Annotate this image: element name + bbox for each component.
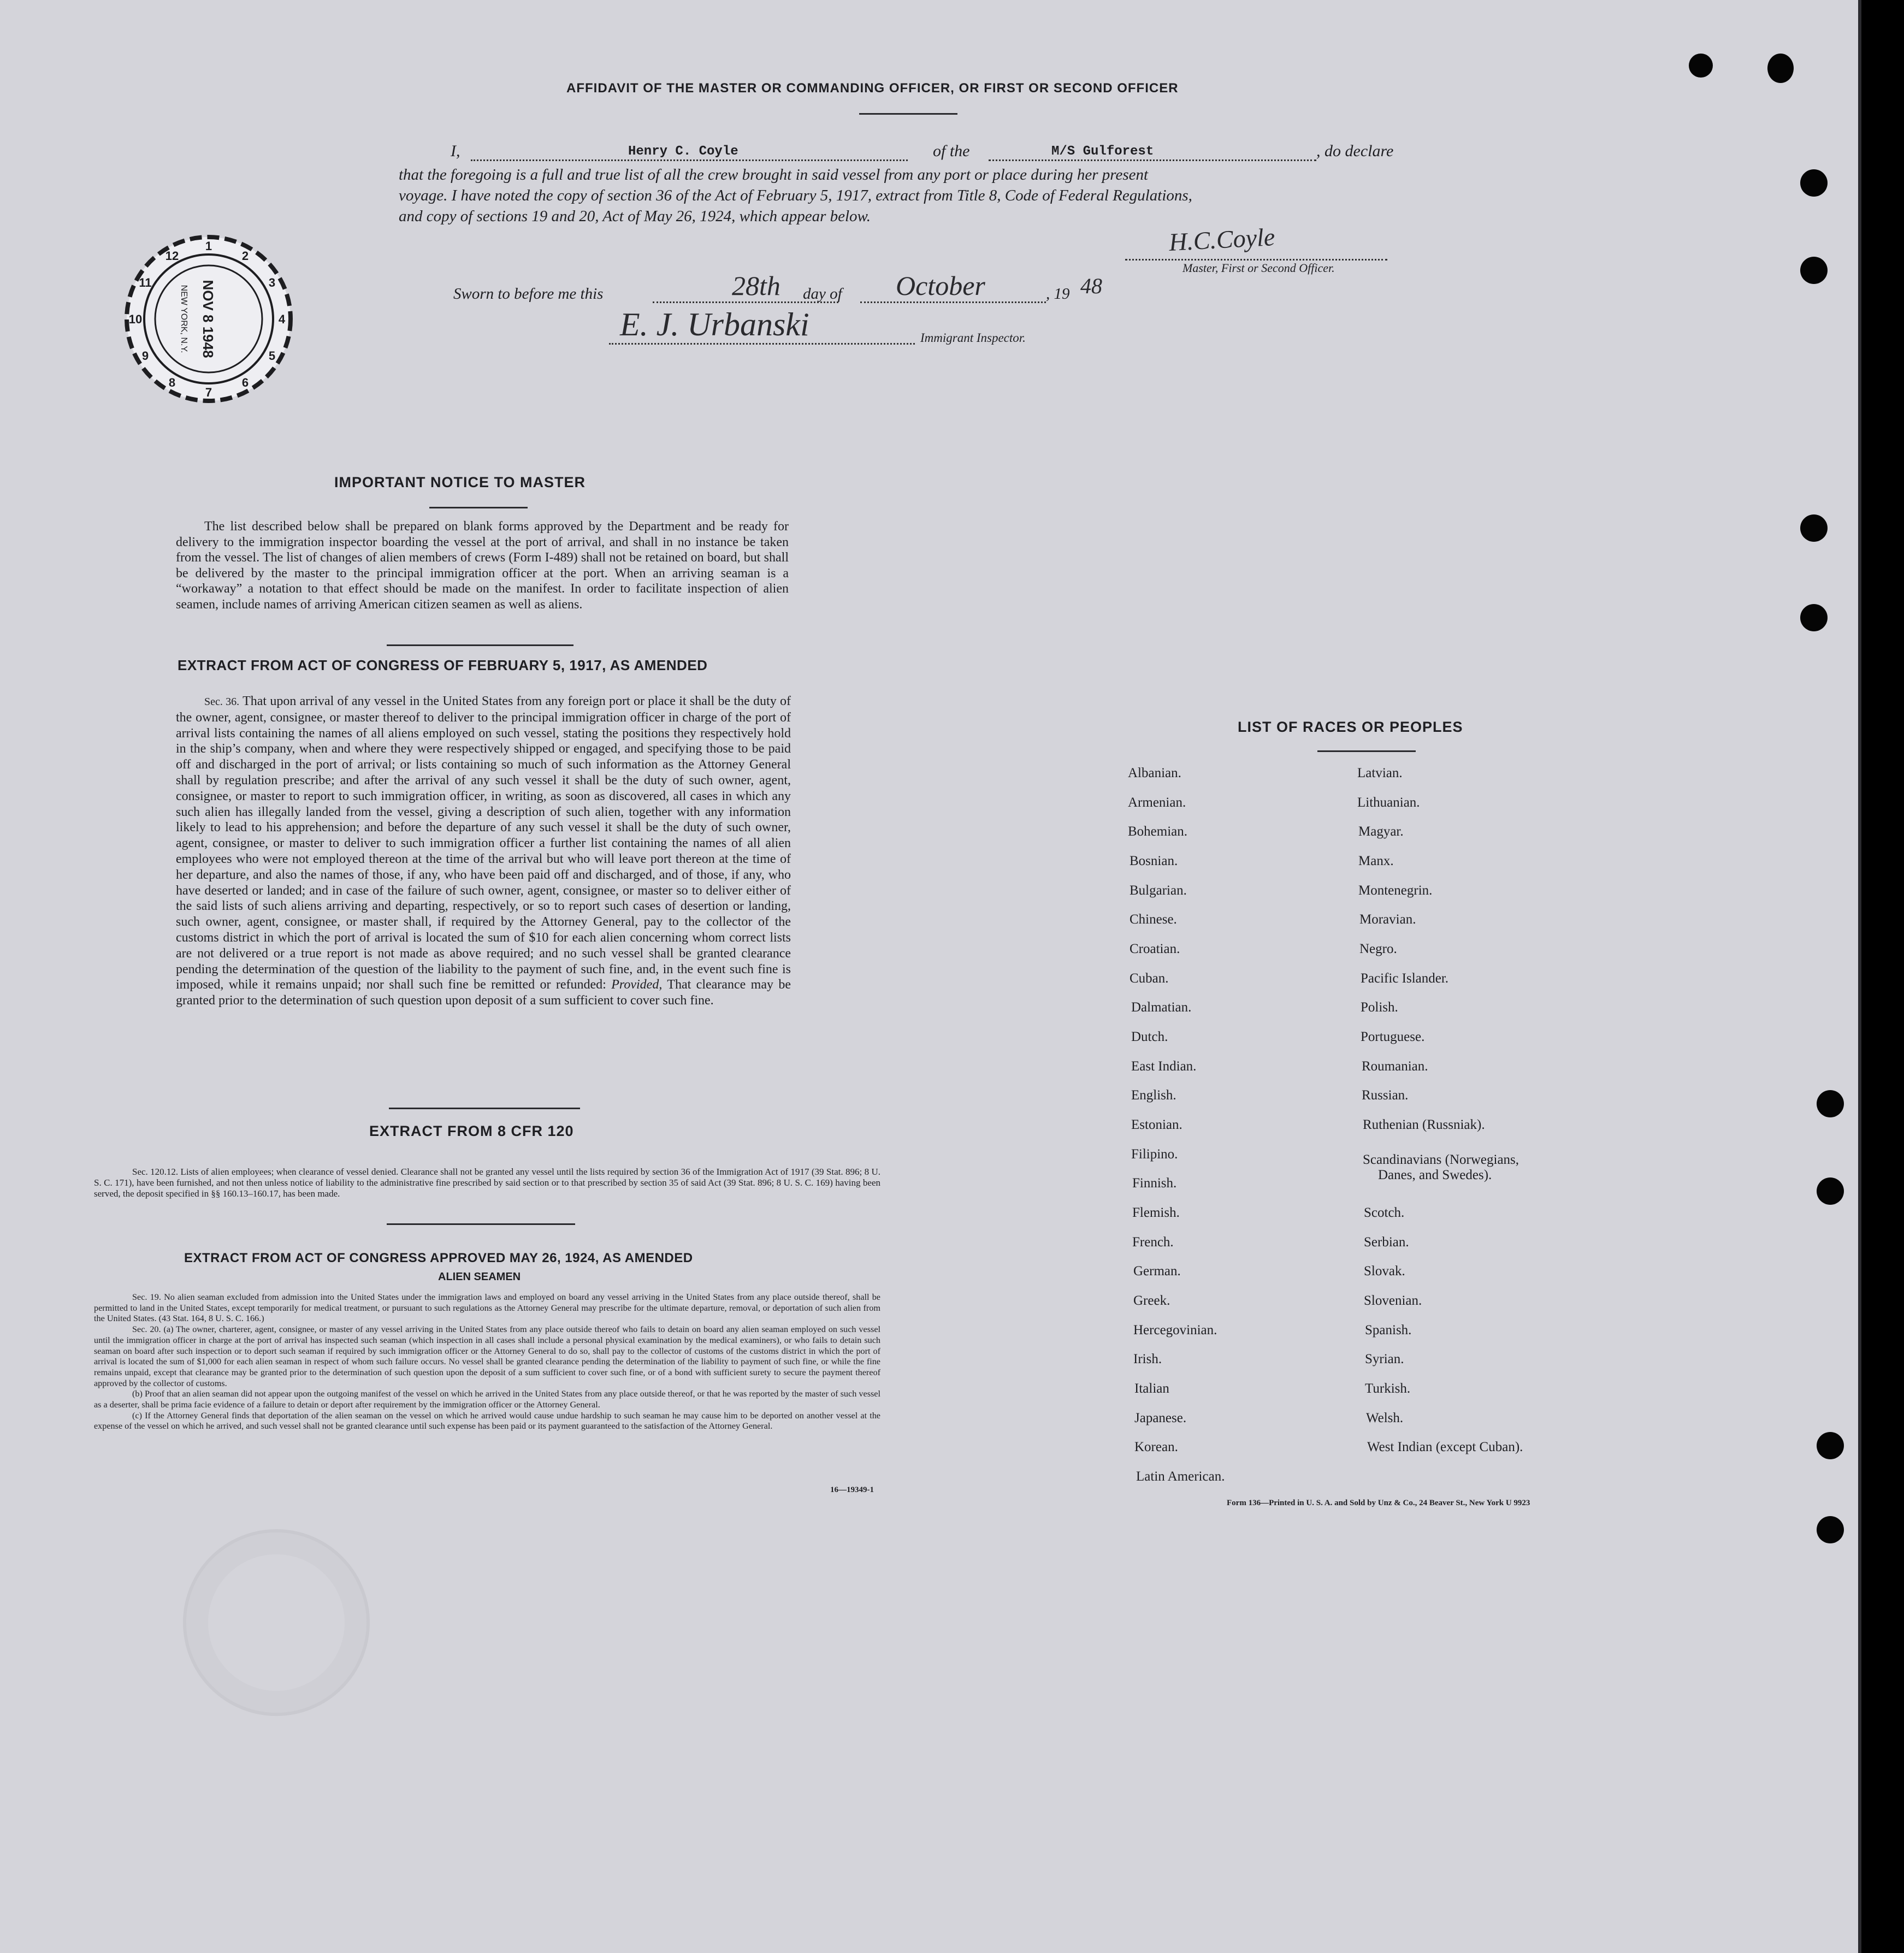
affidavit-body-line-2: voyage. I have noted the copy of section 36 of the Act of February 5, 1917, extract from Title 8, Code of Federal Regulations, — [399, 187, 1192, 204]
inspector-line — [609, 342, 915, 345]
stamp-digit: 8 — [168, 376, 176, 389]
title-rule — [859, 113, 957, 115]
sworn-day: 28th — [732, 270, 780, 301]
race-item: Montenegrin. — [1358, 883, 1433, 898]
race-item: Scotch. — [1364, 1205, 1405, 1220]
race-item: Spanish. — [1365, 1323, 1412, 1337]
extract-1924-title: EXTRACT FROM ACT OF CONGRESS APPROVED MAY 26, 1924, AS AMENDED — [184, 1251, 693, 1265]
extract-1917-body — [176, 694, 791, 1009]
race-item: Slovak. — [1364, 1264, 1405, 1279]
inspector-caption: Immigrant Inspector. — [920, 331, 1026, 345]
sec-36-proviso: That clearance may be granted prior to the determination of such question upon deposit of a sum sufficient to cover such fine. — [176, 978, 791, 1008]
sec-20c-text: (c) If the Attorney General finds that deportation of the alien seaman on the vessel on which he arrived would cause undue hardship to such seaman he may cause him to be deported on another vessel at the expense of the vessel on which he arrived, and such vessel shall not be granted clearance until such expense has been paid or its payment guaranteed to the satisfaction of the Attorney General. — [94, 1410, 880, 1431]
race-item: Syrian. — [1365, 1352, 1404, 1366]
punch-hole — [1800, 604, 1828, 631]
punch-hole — [1817, 1432, 1844, 1459]
form-printer-line: Form 136—Printed in U. S. A. and Sold by Unz & Co., 24 Beaver St., New York U 9923 — [1227, 1499, 1530, 1507]
punch-hole — [1817, 1090, 1844, 1117]
stamp-date: NOV 8 1948 — [200, 280, 216, 358]
sworn-label: Sworn to before me this — [453, 285, 604, 303]
day-of-label: day of — [803, 285, 842, 303]
sec-19-text: Sec. 19. No alien seaman excluded from admission into the United States under the immigration laws and employed on board any vessel arriving in the United States from any place outside thereof, shall be permitted to land in the United States, except temporarily for medical treatment, or pursuant to such regulations as the Attorney General may prescribe for the ultimate departure, removal, or deportation of such alien from the United States. (43 Stat. 164, 8 U. S. C. 166.) — [94, 1292, 880, 1324]
race-item: Albanian. — [1128, 766, 1181, 780]
race-item: Italian — [1134, 1381, 1169, 1396]
race-item: Japanese. — [1134, 1411, 1187, 1425]
race-item: Estonian. — [1131, 1117, 1182, 1132]
race-item: Croatian. — [1130, 942, 1180, 956]
race-item: Ruthenian (Russniak). — [1363, 1117, 1485, 1132]
affidavit-body-line-1: that the foregoing is a full and true list of all the crew brought in said vessel from any port or place during her present — [399, 166, 1149, 184]
of-the-label: of the — [933, 142, 970, 160]
stamp-digit: 10 — [128, 312, 143, 326]
embossed-seal — [183, 1529, 370, 1716]
cfr-title: EXTRACT FROM 8 CFR 120 — [369, 1123, 574, 1139]
punch-hole — [1800, 257, 1828, 284]
notice-rule — [429, 507, 528, 508]
stamp-digit: 6 — [241, 376, 249, 389]
race-item: Irish. — [1133, 1352, 1162, 1366]
affidavit-title: AFFIDAVIT OF THE MASTER OR COMMANDING OFFICER, OR FIRST OR SECOND OFFICER — [566, 81, 1179, 96]
stamp-city: NEW YORK, N.Y. — [179, 285, 188, 353]
officer-caption: Master, First or Second Officer. — [1182, 261, 1335, 275]
form-code: 16—19349-1 — [830, 1486, 874, 1494]
race-item: Lithuanian. — [1357, 795, 1420, 810]
race-item: Slovenian. — [1364, 1293, 1422, 1308]
race-item: Korean. — [1134, 1440, 1178, 1454]
alien-seamen-subtitle: ALIEN SEAMEN — [438, 1271, 521, 1283]
vessel-name: M/S Gulforest — [1051, 144, 1154, 159]
race-item: Cuban. — [1130, 971, 1169, 986]
race-item: Dutch. — [1131, 1029, 1168, 1044]
race-item: Polish. — [1361, 1000, 1398, 1015]
race-item: Latin American. — [1136, 1469, 1225, 1484]
race-item: Pacific Islander. — [1361, 971, 1449, 986]
races-title: LIST OF RACES OR PEOPLES — [1238, 719, 1463, 735]
race-item: Filipino. — [1131, 1147, 1178, 1162]
race-item: Bohemian. — [1128, 824, 1188, 839]
punch-hole — [1800, 514, 1828, 542]
race-item: Greek. — [1133, 1293, 1170, 1308]
stamp-digit: 12 — [165, 249, 179, 263]
race-item: Hercegovinian. — [1133, 1323, 1217, 1337]
race-item: Flemish. — [1132, 1205, 1180, 1220]
race-item: Manx. — [1358, 854, 1394, 868]
punch-hole — [1817, 1516, 1844, 1543]
race-item: East Indian. — [1131, 1059, 1197, 1074]
notice-title: IMPORTANT NOTICE TO MASTER — [334, 474, 586, 490]
race-item: French. — [1132, 1235, 1174, 1250]
notice-body: The list described below shall be prepared on blank forms approved by the Department and be ready for delivery to the immigration inspector boarding the vessel at the port of arrival, and shall in no instance be taken from the vessel. The list of changes of alien members of crews (Form I-489) shall not be retained on board, but shall be delivered by the master to the principal immigration officer at the port. When an arriving seaman is a “workaway” a notation to that effect should be made on the manifest. In order to facilitate inspection of alien seamen, include names of arriving American citizen seamen as well as aliens. — [176, 519, 789, 612]
stamp-digit: 5 — [268, 349, 276, 363]
race-item: Russian. — [1362, 1088, 1409, 1103]
stamp-digit: 3 — [268, 276, 276, 289]
race-item: Portuguese. — [1361, 1029, 1425, 1044]
race-item: German. — [1133, 1264, 1181, 1279]
race-item: Serbian. — [1364, 1235, 1409, 1250]
punch-hole — [1817, 1177, 1844, 1205]
affidavit-body-line-3: and copy of sections 19 and 20, Act of May 26, 1924, which appear below. — [399, 208, 871, 225]
race-item: English. — [1131, 1088, 1176, 1103]
race-item: Magyar. — [1358, 824, 1404, 839]
stamp-digit: 4 — [278, 312, 286, 326]
signature-line — [1125, 258, 1387, 261]
extract-1924-body — [94, 1292, 880, 1432]
race-item: Moravian. — [1359, 912, 1416, 927]
sec-20a-text: Sec. 20. (a) The owner, charterer, agent, consignee, or master of any vessel arriving in the United States from any place outside thereof who fails to detain on board any alien seaman employed on such vessel until the immigration officer in charge at the port of arrival has inspected such seaman (which inspection in all cases shall include a personal physical examination by the medical examiners), or who fails to detain such seaman on board after such inspection or to deport such seaman if required by such immigration officer or the Attorney General to do so, shall pay to the collector of customs of the customs district in which the port of arrival is located the sum of $1,000 for each alien seaman in respect of whom such failure occurs. No vessel shall be granted clearance pending the determination of the liability to payment of such fine, or while the fine remains unpaid, except that clearance may be granted prior to the determination of such question upon the deposit of a sum sufficient to cover such fine, or of a bond with sufficient surety to secure the payment thereof approved by the collector of customs. — [94, 1324, 880, 1388]
sec-20b-text: (b) Proof that an alien seaman did not appear upon the outgoing manifest of the vessel on which he arrived in the United States from any place outside thereof, or that he was reported by the master of such vessel as a deserter, shall be prima facie evidence of a failure to detain or deport after requirement by the immigration officer or the Attorney General. — [94, 1389, 880, 1410]
cfr-rule — [387, 1223, 575, 1225]
notice-bottom-rule — [387, 644, 573, 646]
race-item: Finnish. — [1132, 1176, 1177, 1191]
punch-hole — [1767, 54, 1794, 83]
inspection-date-stamp — [121, 232, 296, 406]
sworn-month: October — [896, 270, 985, 301]
race-item: Armenian. — [1128, 795, 1186, 810]
punch-hole — [1800, 169, 1828, 197]
race-item: Danes, and Swedes). — [1378, 1168, 1492, 1182]
declare-label: , do declare — [1316, 142, 1394, 160]
master-name: Henry C. Coyle — [628, 144, 738, 159]
race-item: West Indian (except Cuban). — [1367, 1440, 1523, 1454]
race-item: Dalmatian. — [1131, 1000, 1192, 1015]
stamp-digit: 7 — [205, 386, 212, 399]
race-item: Chinese. — [1130, 912, 1177, 927]
extract-1917-title: EXTRACT FROM ACT OF CONGRESS OF FEBRUARY 5, 1917, AS AMENDED — [178, 657, 708, 673]
year-prefix: , 19 — [1046, 285, 1070, 303]
race-item: Bosnian. — [1130, 854, 1178, 868]
stamp-digit: 1 — [205, 239, 212, 253]
stamp-digit: 11 — [139, 276, 152, 289]
race-item: Negro. — [1359, 942, 1397, 956]
cfr-body: Sec. 120.12. Lists of alien employees; when clearance of vessel denied. Clearance shall not be granted any vessel until the lists required by section 36 of the Immigration Act of 1917 (39 Stat. 896; 8 U. S. C. 171), have been furnished, and not then unless notice of liability to the administrative fine prescribed by said section or to that prescribed by section 35 of said Act (39 Stat. 896; 8 U. S. C. 169) having been served, the deposit specified in §§ 160.13–160.17, has been made. — [94, 1167, 880, 1199]
sec-36-text: That upon arrival of any vessel in the United States from any foreign port or place it shall be the duty of the owner, agent, consignee, or master thereof to deliver to the principal immigration officer in charge of the port of arrival lists containing the names of all aliens employed on such vessel, stating the positions they respectively hold in the ship’s company, when and where they were respectively shipped or engaged, and specifying those to be paid off and discharged in the port of arrival; or lists containing so much of such information as the Attorney General shall by regulation prescribe; and after the arrival of any such vessel it shall be the duty of such owner, agent, consignee, or master to report to such immigration officer, in writing, as soon as discovered, all cases in which any such alien has illegally landed from the vessel, giving a description of such alien, together with any information likely to lead to his apprehension; and before the departure of any such vessel it shall be the duty of such owner, agent, consignee, or master to deliver to such immigration officer a further list containing the names of all alien employees who were not employed thereon at the time of the arrival but who will leave port thereon at the time of her departure, and also the names of those, if any, who have been paid off and discharged, and of those, if any, who have deserted or landed; and in case of the failure of such owner, agent, consignee, or master so to deliver either of the said lists of such aliens arriving and departing, respectively, or so to report such cases of desertion or landing, such owner, agent, consignee, or master shall, if required by the Attorney General, pay to the collector of the customs district in which the port of arrival is located the sum of $10 for each alien concerning whom correct lists are not delivered or a true report is not made as above required; and no such vessel shall be granted clearance pending the determination of the question of the liability to the payment of such fine, and, in the event such fine is imposed, while it remains unpaid; nor shall such fine be remitted or refunded: — [176, 694, 791, 992]
race-item: Scandinavians (Norwegians, — [1363, 1152, 1519, 1167]
race-item: Bulgarian. — [1130, 883, 1187, 898]
race-item: Turkish. — [1365, 1381, 1411, 1396]
master-signature: H.C.Coyle — [1168, 222, 1276, 257]
stamp-digit: 2 — [241, 249, 249, 263]
race-item: Welsh. — [1366, 1411, 1404, 1425]
declarant-label: I, — [451, 142, 460, 160]
stamp-digit: 9 — [141, 349, 149, 363]
race-item: Latvian. — [1357, 766, 1403, 780]
punch-hole — [1689, 54, 1713, 78]
sworn-year: 48 — [1080, 274, 1102, 298]
inspector-signature: E. J. Urbanski — [620, 306, 809, 342]
races-rule — [1317, 750, 1416, 752]
extract-1917-rule — [389, 1108, 580, 1109]
race-item: Roumanian. — [1362, 1059, 1428, 1074]
sec-36-label: Sec. 36. — [204, 696, 240, 708]
provided-word: Provided, — [611, 978, 663, 992]
